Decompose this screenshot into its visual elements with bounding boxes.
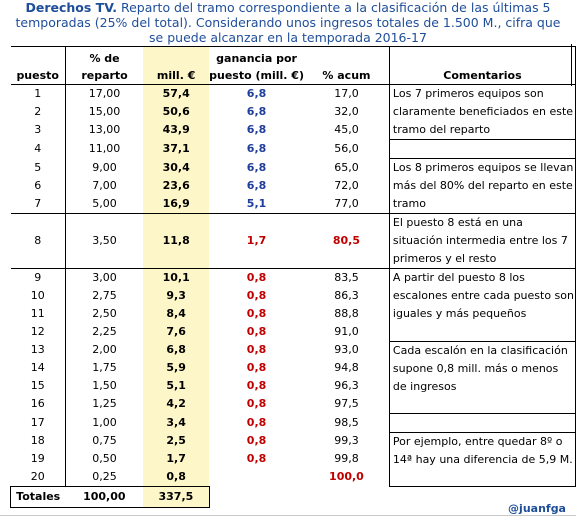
cell-acum: 96,3 bbox=[334, 379, 359, 392]
cell-ganancia: 0,8 bbox=[246, 415, 267, 429]
title-bold: Derechos TV. bbox=[25, 0, 118, 15]
page-title bbox=[0, 0, 576, 45]
cell-ganancia bbox=[209, 468, 304, 487]
cell-acum: 91,0 bbox=[334, 325, 359, 338]
cell-mill: 11,8 bbox=[143, 214, 209, 269]
cell-mill: 10,1 bbox=[143, 269, 209, 288]
cell-reparto: 1,00 bbox=[65, 413, 143, 432]
cell-acum: 86,3 bbox=[334, 289, 359, 302]
cell-puesto: 3 bbox=[34, 123, 42, 137]
header-mill: mill. € bbox=[143, 47, 209, 85]
cell-ganancia: 0,8 bbox=[246, 361, 267, 374]
comment-empty bbox=[389, 140, 575, 159]
cell-reparto: 3,00 bbox=[65, 269, 143, 288]
cell-ganancia: 0,8 bbox=[246, 307, 267, 320]
cell-acum: 99,3 bbox=[334, 434, 359, 447]
cell-reparto: 2,25 bbox=[65, 323, 143, 341]
cell-ganancia: 6,8 bbox=[246, 87, 267, 101]
cell-ganancia: 5,1 bbox=[246, 196, 267, 210]
cell-acum: 88,8 bbox=[334, 307, 359, 320]
table-row bbox=[11, 432, 576, 450]
comment-c1: Los 7 primeros equipos son claramente beneficiados en este tramo del reparto bbox=[389, 85, 575, 140]
cell-ganancia: 6,8 bbox=[246, 123, 267, 137]
cell-mill: 1,7 bbox=[143, 450, 209, 468]
cell-acum: 98,5 bbox=[334, 415, 359, 429]
header-puesto: puesto bbox=[11, 47, 66, 85]
cell-mill: 16,9 bbox=[143, 195, 209, 214]
cell-puesto: 11 bbox=[30, 307, 45, 320]
cell-mill: 3,4 bbox=[143, 413, 209, 432]
table-row bbox=[11, 341, 576, 359]
table-row bbox=[11, 85, 576, 104]
cell-reparto: 1,50 bbox=[65, 377, 143, 395]
cell-ganancia: 0,8 bbox=[209, 269, 304, 288]
comment-empty bbox=[389, 413, 575, 432]
cell-mill: 37,1 bbox=[143, 140, 209, 159]
cell-reparto: 9,00 bbox=[65, 159, 143, 177]
cell-reparto: 0,75 bbox=[65, 432, 143, 450]
cell-reparto: 11,00 bbox=[65, 140, 143, 159]
totals-mill: 337,5 bbox=[143, 487, 209, 508]
cell-reparto: 13,00 bbox=[65, 121, 143, 139]
cell-ganancia: 0,8 bbox=[246, 452, 267, 465]
cell-mill: 2,5 bbox=[143, 432, 209, 450]
totals-label: Totales bbox=[11, 487, 66, 508]
cell-reparto: 0,50 bbox=[65, 450, 143, 468]
cell-mill: 6,8 bbox=[143, 341, 209, 359]
comment-c6: Por ejemplo, entre quedar 8º o 14ª hay una diferencia de 5,9 M. bbox=[389, 432, 575, 487]
cell-reparto: 3,50 bbox=[65, 214, 143, 269]
cell-puesto: 15 bbox=[30, 379, 45, 392]
cell-mill: 57,4 bbox=[143, 85, 209, 104]
header-comentarios: Comentarios bbox=[389, 47, 575, 85]
cell-acum: 97,5 bbox=[334, 397, 359, 410]
cell-puesto: 8 bbox=[11, 214, 66, 269]
cell-puesto: 4 bbox=[34, 142, 42, 155]
cell-reparto: 2,75 bbox=[65, 287, 143, 305]
cell-mill: 7,6 bbox=[143, 323, 209, 341]
table-row bbox=[11, 140, 576, 159]
cell-puesto: 19 bbox=[30, 452, 45, 465]
cell-mill: 50,6 bbox=[143, 103, 209, 121]
cell-acum: 77,0 bbox=[334, 196, 359, 210]
cell-mill: 9,3 bbox=[143, 287, 209, 305]
table-row bbox=[11, 413, 576, 432]
cell-mill: 23,6 bbox=[143, 177, 209, 195]
header-ganancia: ganancia por puesto (mill. €) bbox=[209, 47, 304, 85]
totals-row bbox=[11, 487, 576, 508]
cell-acum: 65,0 bbox=[334, 160, 359, 174]
cell-puesto: 14 bbox=[30, 361, 45, 374]
cell-acum: 80,5 bbox=[304, 214, 389, 269]
cell-reparto: 15,00 bbox=[65, 103, 143, 121]
title-line2: temporadas (25% del total). Considerando unos ingresos totales de 1.500 M., cifra que bbox=[15, 15, 561, 30]
cell-puesto: 16 bbox=[30, 397, 45, 410]
cell-ganancia: 6,8 bbox=[246, 105, 267, 119]
header-row bbox=[11, 47, 576, 85]
author-handle: @juanfga bbox=[508, 502, 566, 515]
cell-acum: 45,0 bbox=[334, 123, 359, 137]
cell-reparto: 2,50 bbox=[65, 305, 143, 323]
cell-puesto: 20 bbox=[30, 470, 45, 483]
cell-puesto: 5 bbox=[34, 160, 42, 174]
table-row bbox=[11, 214, 576, 269]
cell-acum: 72,0 bbox=[334, 178, 359, 192]
cell-puesto: 7 bbox=[34, 196, 42, 210]
cell-mill: 5,1 bbox=[143, 377, 209, 395]
cell-mill: 43,9 bbox=[143, 121, 209, 139]
cell-ganancia: 0,8 bbox=[246, 343, 267, 356]
cell-acum: 83,5 bbox=[304, 269, 389, 288]
cell-ganancia: 0,8 bbox=[246, 289, 267, 302]
cell-mill: 30,4 bbox=[143, 159, 209, 177]
table-row bbox=[11, 269, 576, 288]
cell-puesto: 2 bbox=[34, 105, 42, 119]
cell-acum: 56,0 bbox=[334, 142, 359, 155]
comment-c4: A partir del puesto 8 los escalones entre cada puesto son iguales y más pequeños bbox=[389, 269, 575, 342]
cell-reparto: 17,00 bbox=[65, 85, 143, 104]
cell-ganancia: 1,7 bbox=[209, 214, 304, 269]
title-line1: Reparto del tramo correspondiente a la clasificación de las últimas 5 bbox=[117, 0, 551, 15]
cell-mill: 5,9 bbox=[143, 359, 209, 377]
cell-reparto: 1,25 bbox=[65, 395, 143, 413]
cell-acum: 99,8 bbox=[334, 452, 359, 465]
totals-reparto: 100,00 bbox=[65, 487, 143, 508]
cell-reparto: 0,25 bbox=[65, 468, 143, 487]
comment-c2: Los 8 primeros equipos se llevan más del 80% del reparto en este tramo bbox=[389, 159, 575, 214]
cell-acum: 32,0 bbox=[334, 105, 359, 119]
cell-puesto: 17 bbox=[30, 415, 45, 429]
comment-c5: Cada escalón en la clasificación supone 0,8 mill. más o menos de ingresos bbox=[389, 341, 575, 413]
cell-ganancia: 0,8 bbox=[246, 397, 267, 410]
cell-acum: 100,0 bbox=[329, 470, 364, 484]
cell-puesto: 18 bbox=[30, 434, 45, 447]
cell-puesto: 1 bbox=[34, 87, 42, 101]
cell-puesto: 12 bbox=[30, 325, 45, 338]
cell-ganancia: 0,8 bbox=[246, 379, 267, 392]
cell-ganancia: 6,8 bbox=[246, 178, 267, 192]
cell-ganancia: 6,8 bbox=[246, 160, 267, 174]
cell-ganancia: 0,8 bbox=[246, 325, 267, 338]
table-row bbox=[11, 159, 576, 177]
header-acum: % acum bbox=[304, 47, 389, 85]
cell-puesto: 9 bbox=[11, 269, 66, 288]
cell-acum: 94,8 bbox=[334, 361, 359, 374]
distribution-table bbox=[10, 46, 576, 508]
cell-reparto: 2,00 bbox=[65, 341, 143, 359]
title-line3: se puede alcanzar en la temporada 2016-17 bbox=[149, 30, 427, 45]
table-body bbox=[11, 85, 576, 487]
cell-mill: 0,8 bbox=[143, 468, 209, 487]
comment-c3: El puesto 8 está en una situación intermedia entre los 7 primeros y el resto bbox=[389, 214, 575, 269]
bottom-rule bbox=[0, 515, 576, 516]
cell-acum: 17,0 bbox=[334, 87, 359, 101]
cell-acum: 93,0 bbox=[334, 343, 359, 356]
cell-reparto: 5,00 bbox=[65, 195, 143, 214]
cell-puesto: 10 bbox=[30, 289, 45, 302]
cell-puesto: 6 bbox=[34, 178, 42, 192]
cell-reparto: 1,75 bbox=[65, 359, 143, 377]
cell-mill: 8,4 bbox=[143, 305, 209, 323]
cell-reparto: 7,00 bbox=[65, 177, 143, 195]
header-reparto: % de reparto bbox=[65, 47, 143, 85]
cell-ganancia: 6,8 bbox=[246, 142, 267, 155]
cell-mill: 4,2 bbox=[143, 395, 209, 413]
cell-ganancia: 0,8 bbox=[246, 434, 267, 447]
cell-puesto: 13 bbox=[30, 343, 45, 356]
